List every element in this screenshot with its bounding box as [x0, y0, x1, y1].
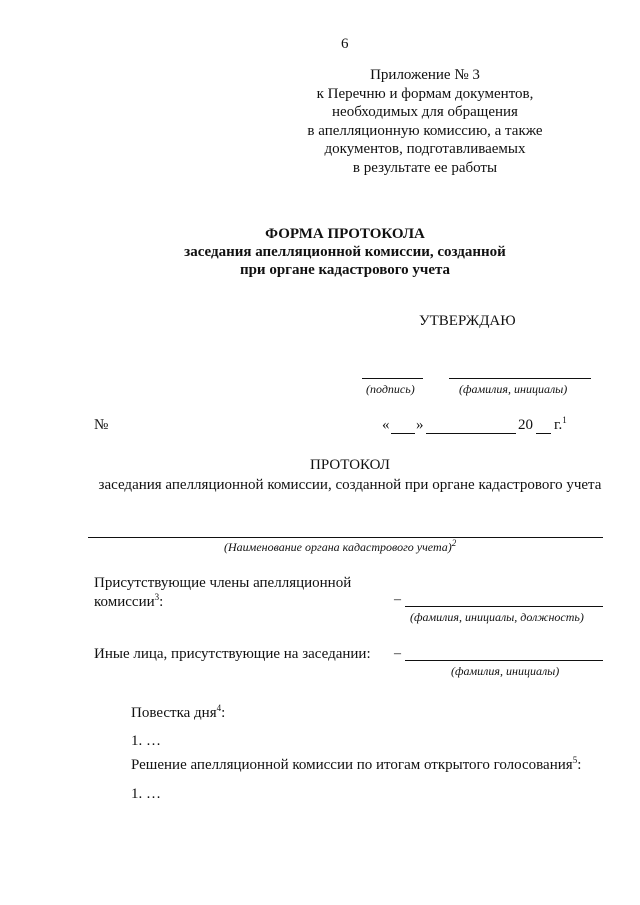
members-label-line2-wrap	[94, 593, 351, 612]
members-label	[94, 574, 351, 612]
organ-caption-text: (Наименование органа кадастрового учета)	[224, 540, 452, 554]
agenda-item: 1. …	[131, 733, 161, 749]
date-open-quote: «	[382, 417, 390, 433]
decision-item: 1. …	[131, 786, 161, 802]
form-title-line: при органе кадастрового учета	[239, 262, 451, 278]
page-number: 6	[341, 36, 349, 52]
decision-label	[131, 757, 581, 774]
form-title-line: заседания апелляционной комиссии, созданной	[184, 244, 506, 260]
appendix-line: Приложение № 3	[370, 67, 480, 83]
agenda-label	[131, 705, 225, 722]
members-line	[405, 606, 603, 607]
decision-colon: :	[577, 757, 582, 773]
year-suffix-text: г.	[554, 417, 563, 433]
footnote-5: 5	[572, 755, 578, 765]
signature-caption: (подпись)	[366, 382, 415, 396]
appendix-line: в апелляционную комиссию, а также	[307, 122, 543, 139]
year-prefix: 20	[518, 417, 533, 433]
protocol-title: ПРОТОКОЛ	[310, 457, 390, 473]
agenda-label-text: Повестка дня	[131, 705, 217, 721]
others-dash: –	[394, 646, 401, 661]
appendix-block	[300, 66, 550, 177]
agenda-colon: :	[221, 705, 226, 721]
date-close-quote: »	[416, 417, 424, 433]
day-line	[391, 433, 415, 434]
name-line	[449, 378, 591, 379]
protocol-subtitle: заседания апелляционной комиссии, созданной при органе кадастрового учета	[98, 477, 602, 493]
decision-label-text: Решение апелляционной комиссии по итогам открытого голосования	[131, 757, 573, 773]
footnote-3: 3	[154, 592, 160, 602]
footnote-1: 1	[562, 415, 567, 425]
others-line	[405, 660, 603, 661]
appendix-line: необходимых для обращения	[332, 104, 518, 120]
signature-line	[362, 378, 423, 379]
appendix-line: документов, подготавливаемых	[324, 141, 526, 157]
members-label-line2: комиссии	[94, 594, 155, 610]
members-dash: –	[394, 592, 401, 607]
others-label: Иные лица, присутствующие на заседании:	[94, 646, 371, 662]
year-line	[536, 433, 551, 434]
members-colon: :	[159, 594, 164, 610]
footnote-2: 2	[451, 538, 457, 548]
year-suffix	[554, 417, 567, 434]
organ-name-line	[88, 537, 603, 538]
month-line	[426, 433, 516, 434]
organ-caption	[224, 540, 456, 555]
footnote-4: 4	[216, 703, 222, 713]
form-title-line: ФОРМА ПРОТОКОЛА	[265, 226, 425, 242]
appendix-line: в результате ее работы	[352, 159, 498, 176]
appendix-line: к Перечню и формам документов,	[316, 85, 534, 102]
members-label-line1: Присутствующие члены апелляционной	[94, 575, 352, 591]
name-caption: (фамилия, инициалы)	[459, 382, 568, 396]
number-label: №	[94, 417, 109, 433]
form-title	[160, 225, 530, 279]
approve-label: УТВЕРЖДАЮ	[419, 313, 516, 329]
members-caption: (фамилия, инициалы, должность)	[410, 610, 584, 624]
others-caption: (фамилия, инициалы)	[451, 664, 560, 678]
